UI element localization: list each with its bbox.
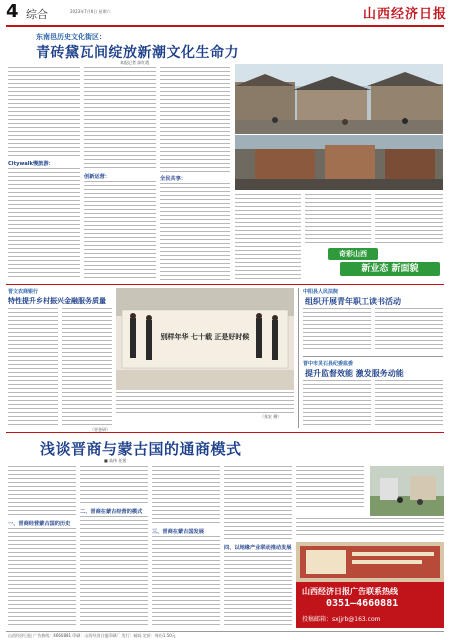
top-story-column-3 (160, 67, 230, 173)
banner-calligraphy: 别样年华 七十载 正是好时候 (160, 332, 250, 341)
bottom-col-5 (296, 466, 364, 510)
top-story-kicker: 东南邑历史文化街区： (36, 33, 106, 41)
top-story-byline: 本报记者 高红霞 (120, 60, 150, 65)
top-story-column-1 (8, 67, 80, 159)
qicai-badge (310, 246, 442, 280)
bottom-col-2 (80, 466, 148, 506)
mid-right-kicker-2: 晋中市灵石县纪委监委 (303, 361, 354, 367)
mid-center-caption-credit: （张宏 摄） (260, 414, 282, 419)
mid-right-kicker-1: 中阳县人民法院 (303, 289, 339, 295)
top-story-column-2b (84, 181, 156, 280)
mid-left-headline: 特性提升乡村振兴金融服务质量 (8, 297, 106, 305)
top-story-subhead-3: 全民共享： (160, 176, 186, 182)
bottom-col-2b (80, 516, 148, 628)
ad-email: 投稿邮箱：sxjjrb@163.com (302, 616, 381, 623)
ad-image (296, 542, 444, 582)
bottom-subhead-3: 三、晋商在蒙古国发展 (152, 529, 204, 535)
newspaper-logo: 山西经济日报 (363, 7, 448, 22)
bottom-story-byline: ■ 高伟 任茜 (104, 458, 127, 463)
mid-left-byline: （晋金研） (90, 427, 110, 432)
ad-phone: 0351—4660881 (326, 598, 399, 609)
mid-right-story2-col1 (303, 380, 371, 426)
bottom-col-3 (152, 466, 220, 526)
mid-center-caption (116, 392, 294, 414)
section-divider (6, 284, 444, 285)
top-story-photo-courtyard (235, 135, 443, 190)
footer-line: 山西经济日报 广告热线：4660881 印刷：山西经济日报印刷厂 发行：邮局 定价：每份1.50元 (8, 633, 176, 638)
bottom-right-caption (296, 518, 444, 538)
page-number: 4 (6, 1, 19, 22)
mid-right-story1-col2 (375, 308, 443, 352)
bottom-col-4b (224, 552, 292, 628)
bottom-story-headline: 浅谈晋商与蒙古国的通商模式 (40, 440, 242, 458)
bottom-col-1b (8, 528, 76, 628)
top-story-column-5 (305, 194, 371, 244)
bottom-col-3b (152, 536, 220, 628)
bottom-section-divider (6, 432, 444, 433)
mid-left-column-1 (8, 308, 58, 426)
top-story-photo-street (235, 64, 443, 134)
mid-left-kicker: 晋文农商银行 (8, 289, 39, 295)
top-story-column-1b (8, 168, 80, 280)
footer-rule (6, 631, 444, 632)
top-story-subhead-1: Citywalk慢旅游： (8, 161, 54, 167)
mid-right-story1-col1 (303, 308, 371, 352)
section-name: 综合 (26, 8, 48, 21)
top-story-column-3b (160, 183, 230, 280)
mid-right-story2-col2 (375, 380, 443, 426)
top-story-column-6 (375, 194, 443, 244)
bottom-subhead-2: 二、晋商在蒙古经营的模式 (80, 509, 143, 515)
bottom-col-1 (8, 466, 76, 518)
date-line: 2023年7月6日 星期六 (70, 9, 111, 14)
top-story-column-2 (84, 67, 156, 171)
badge-bottom: 新业态 新面貌 (340, 262, 440, 276)
bottom-right-photo (370, 466, 444, 516)
top-story-headline: 青砖黛瓦间绽放新潮文化生命力 (36, 45, 239, 61)
badge-top: 奇彩山西 (328, 248, 378, 260)
top-story-subhead-2: 创新运营： (84, 174, 110, 180)
top-story-column-4 (235, 194, 301, 280)
bottom-col-4 (224, 466, 292, 542)
mid-center-photo (116, 288, 294, 390)
header-rule (6, 25, 444, 27)
mid-right-divider (303, 356, 443, 357)
mid-vertical-rule (298, 288, 299, 428)
mid-right-headline-1: 组织开展青年职工读书活动 (305, 297, 401, 306)
ad-box (296, 542, 444, 628)
bottom-subhead-4: 四、以地缘产业联动推动发展 (224, 545, 292, 551)
ad-title: 山西经济日报广告联系热线 (302, 587, 398, 596)
bottom-subhead-1: 一、晋商经营蒙古国的历史 (8, 521, 71, 527)
mid-right-headline-2: 提升监督效能 激发服务动能 (305, 369, 404, 378)
mid-left-column-2 (62, 308, 112, 426)
